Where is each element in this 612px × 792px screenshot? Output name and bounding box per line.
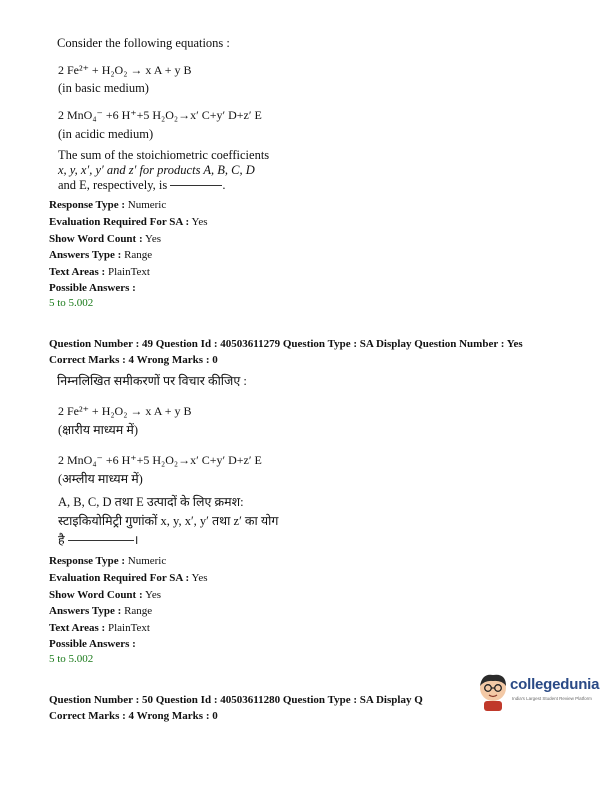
mascot-avatar-icon (476, 672, 510, 712)
q48-meta-evaluation: Evaluation Required For SA : Yes (49, 216, 208, 228)
q48-body-line-3 (58, 177, 225, 193)
collegedunia-watermark (476, 672, 612, 712)
answer-blank (170, 185, 222, 186)
q48-meta-possible-answers: Possible Answers : (49, 282, 136, 294)
q49-meta-text-areas: Text Areas : PlainText (49, 622, 150, 634)
q48-possible-answer-value: 5 to 5.002 (49, 297, 94, 309)
q50-header-line-2: Correct Marks : 4 Wrong Marks : 0 (49, 710, 218, 722)
q50-header-line-1: Question Number : 50 Question Id : 40503611280 Question Type : SA Display Q (49, 694, 423, 706)
q49-body-line-3 (58, 532, 139, 548)
q49-meta-possible-answers: Possible Answers : (49, 638, 136, 650)
q48-body-line-1: The sum of the stoichiometric coefficients (58, 148, 270, 162)
q48-body-text: and E, respectively, is (58, 178, 168, 192)
q48-meta-answers-type: Answers Type : Range (49, 249, 153, 261)
q49-body-line-1: A, B, C, D तथा E उत्पादों के लिए क्रमश: (58, 495, 244, 509)
q48-equation-1: 2 Fe²⁺ + H₂O₂ → x A + y B (58, 63, 192, 77)
q49-meta-evaluation: Evaluation Required For SA : Yes (49, 572, 208, 584)
q49-equation-2: 2 MnO₄⁻ +6 H⁺+5 H₂O₂→x′ C+y′ D+z′ E (58, 453, 262, 467)
q49-equation-1-note: (क्षारीय माध्यम में) (58, 423, 138, 437)
q48-body-end: . (222, 178, 226, 192)
q49-body-text: है (58, 533, 65, 547)
answer-blank (68, 540, 134, 541)
q49-possible-answer-value: 5 to 5.002 (49, 653, 94, 665)
q49-header-line-1: Question Number : 49 Question Id : 40503611279 Question Type : SA Display Question Number : Yes (49, 338, 523, 350)
q49-body-end: । (133, 533, 139, 547)
q48-intro: Consider the following equations : (57, 36, 230, 50)
q49-header-line-2: Correct Marks : 4 Wrong Marks : 0 (49, 354, 218, 366)
q49-meta-answers-type: Answers Type : Range (49, 605, 153, 617)
q48-meta-response-type: Response Type : Numeric (49, 199, 167, 211)
brand-tagline: India's Largest Student Review Platform (512, 696, 592, 701)
q48-equation-2-note: (in acidic medium) (58, 127, 154, 141)
q49-intro: निम्नलिखित समीकरणों पर विचार कीजिए : (57, 374, 247, 388)
q48-body-line-2: x, y, x′, y′ and z′ for products A, B, C, D (58, 163, 255, 177)
q49-equation-1: 2 Fe²⁺ + H₂O₂ → x A + y B (58, 404, 192, 418)
brand-name: collegedunia (510, 676, 600, 693)
q48-equation-2: 2 MnO₄⁻ +6 H⁺+5 H₂O₂→x′ C+y′ D+z′ E (58, 108, 262, 122)
q49-equation-2-note: (अम्लीय माध्यम में) (58, 472, 143, 486)
q48-equation-1-note: (in basic medium) (58, 81, 149, 95)
q49-body-line-2: स्टाइकियोमिट्री गुणांकों x, y, x′, y′ तथा z′ का योग (58, 514, 279, 528)
q49-meta-word-count: Show Word Count : Yes (49, 589, 161, 601)
q48-meta-text-areas: Text Areas : PlainText (49, 266, 150, 278)
q48-meta-word-count: Show Word Count : Yes (49, 233, 161, 245)
q49-meta-response-type: Response Type : Numeric (49, 555, 167, 567)
